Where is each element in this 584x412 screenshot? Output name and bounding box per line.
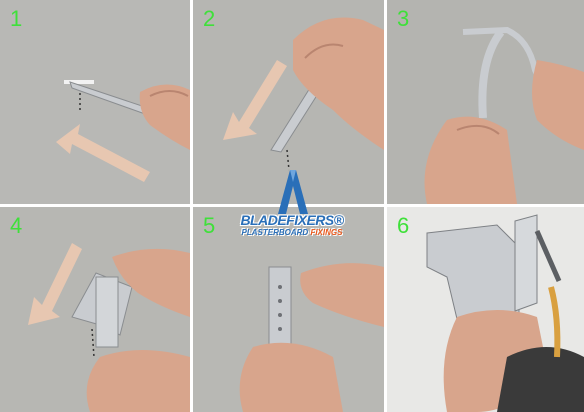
logo-tagline-accent: FIXINGS [310, 228, 343, 237]
step-3-photo [387, 0, 584, 204]
step-6-panel [387, 207, 584, 412]
logo-trademark: ® [333, 212, 344, 228]
blade-logo-icon [274, 168, 310, 214]
step-4-panel [0, 207, 190, 412]
step-1-panel [0, 0, 190, 204]
logo-tagline [232, 228, 352, 237]
logo-wordmark [232, 212, 352, 228]
step-1-photo [0, 0, 190, 204]
step-number: 5 [203, 213, 216, 238]
step-number: 2 [203, 6, 216, 31]
step-number: 3 [397, 6, 410, 31]
step-4-photo [0, 207, 190, 412]
logo-name-text: BLADEFIXERS [240, 212, 334, 228]
step-6-photo [387, 207, 584, 412]
step-number: 1 [10, 6, 23, 31]
step-number: 4 [10, 213, 23, 238]
logo-tagline-primary: PLASTERBOARD [241, 228, 309, 237]
bladefixers-logo [232, 168, 352, 246]
step-3-panel [387, 0, 584, 204]
step-number: 6 [397, 213, 410, 238]
